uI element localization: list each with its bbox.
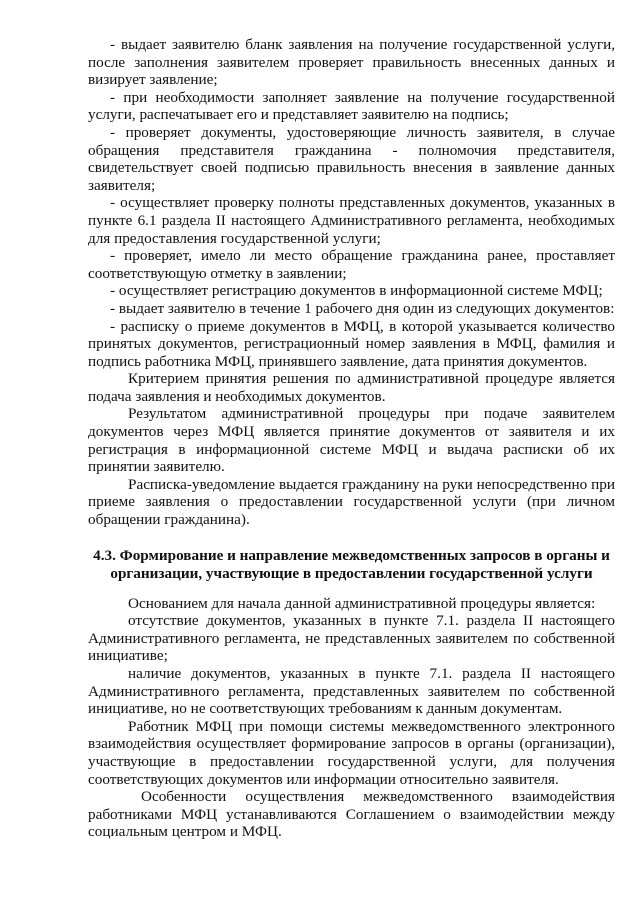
list-item: - проверяет документы, удостоверяющие личность заявителя, в случае обращения представителя гражданина - полномочия представителя, свидетельствует своей подписью правильность внесения в заявление данных заявителя; <box>88 123 615 194</box>
paragraph: Критерием принятия решения по административной процедуре является подача заявления и необходимых документов. <box>88 370 615 405</box>
paragraph: Результатом административной процедуры при подаче заявителем документов через МФЦ является принятие документов от заявителя и их регистрация в информационной системе МФЦ и выдача расписки об их принятии заявителю. <box>88 405 615 476</box>
document-body <box>88 36 615 841</box>
list-item: - проверяет, имело ли место обращение гражданина ранее, проставляет соответствующую отметку в заявлении; <box>88 247 615 282</box>
paragraph: Работник МФЦ при помощи системы межведомственного электронного взаимодействия осуществляет формирование запросов в органы (организации), участвующие в предоставлении государственной услуги, для получения соответствующих документов или информации относительно заявителя. <box>88 717 615 788</box>
section-heading-line-2: организации, участвующие в предоставлении государственной услуги <box>110 564 593 582</box>
paragraph: Расписка-уведомление выдается гражданину на руки непосредственно при приеме заявления о предоставлении государственной услуги (при личном обращении гражданина). <box>88 475 615 529</box>
spacer <box>88 583 615 595</box>
paragraph: Основанием для начала данной административной процедуры является: <box>128 594 596 612</box>
list-item: - выдает заявителю в течение 1 рабочего дня один из следующих документов: <box>110 299 615 317</box>
list-item: - осуществляет регистрацию документов в информационной системе МФЦ; <box>110 282 603 300</box>
paragraph: наличие документов, указанных в пункте 7.1. раздела II настоящего Административного регламента, представленных заявителем по собственной инициативе, но не соответствующих требованиям к данным документам. <box>88 665 615 718</box>
spacer <box>88 529 615 547</box>
list-item: - расписку о приеме документов в МФЦ, в которой указывается количество принятых документов, регистрационный номер заявления в МФЦ, фамилия и подпись работника МФЦ, принявшего заявление, дата принятия документов. <box>88 317 615 370</box>
paragraph: отсутствие документов, указанных в пункте 7.1. раздела II настоящего Административного регламента, не представленных заявителем по собственной инициативе; <box>88 612 615 665</box>
list-item: - осуществляет проверку полноты представленных документов, указанных в пункте 6.1 раздела II настоящего Административного регламента, необходимых для предоставления государственной услуги; <box>88 194 615 247</box>
section-heading-line-1: 4.3. Формирование и направление межведомственных запросов в органы и <box>93 546 610 564</box>
section-heading <box>88 547 615 583</box>
paragraph: Особенности осуществления межведомственного взаимодействия работниками МФЦ устанавливаются Соглашением о взаимодействии между социальным центром и МФЦ. <box>88 788 615 841</box>
list-item: - при необходимости заполняет заявление на получение государственной услуги, распечатывает его и представляет заявителю на подпись; <box>88 88 615 124</box>
list-item: - выдает заявителю бланк заявления на получение государственной услуги, после заполнения заявителем проверяет правильность внесенных данных и визирует заявление; <box>88 36 615 89</box>
